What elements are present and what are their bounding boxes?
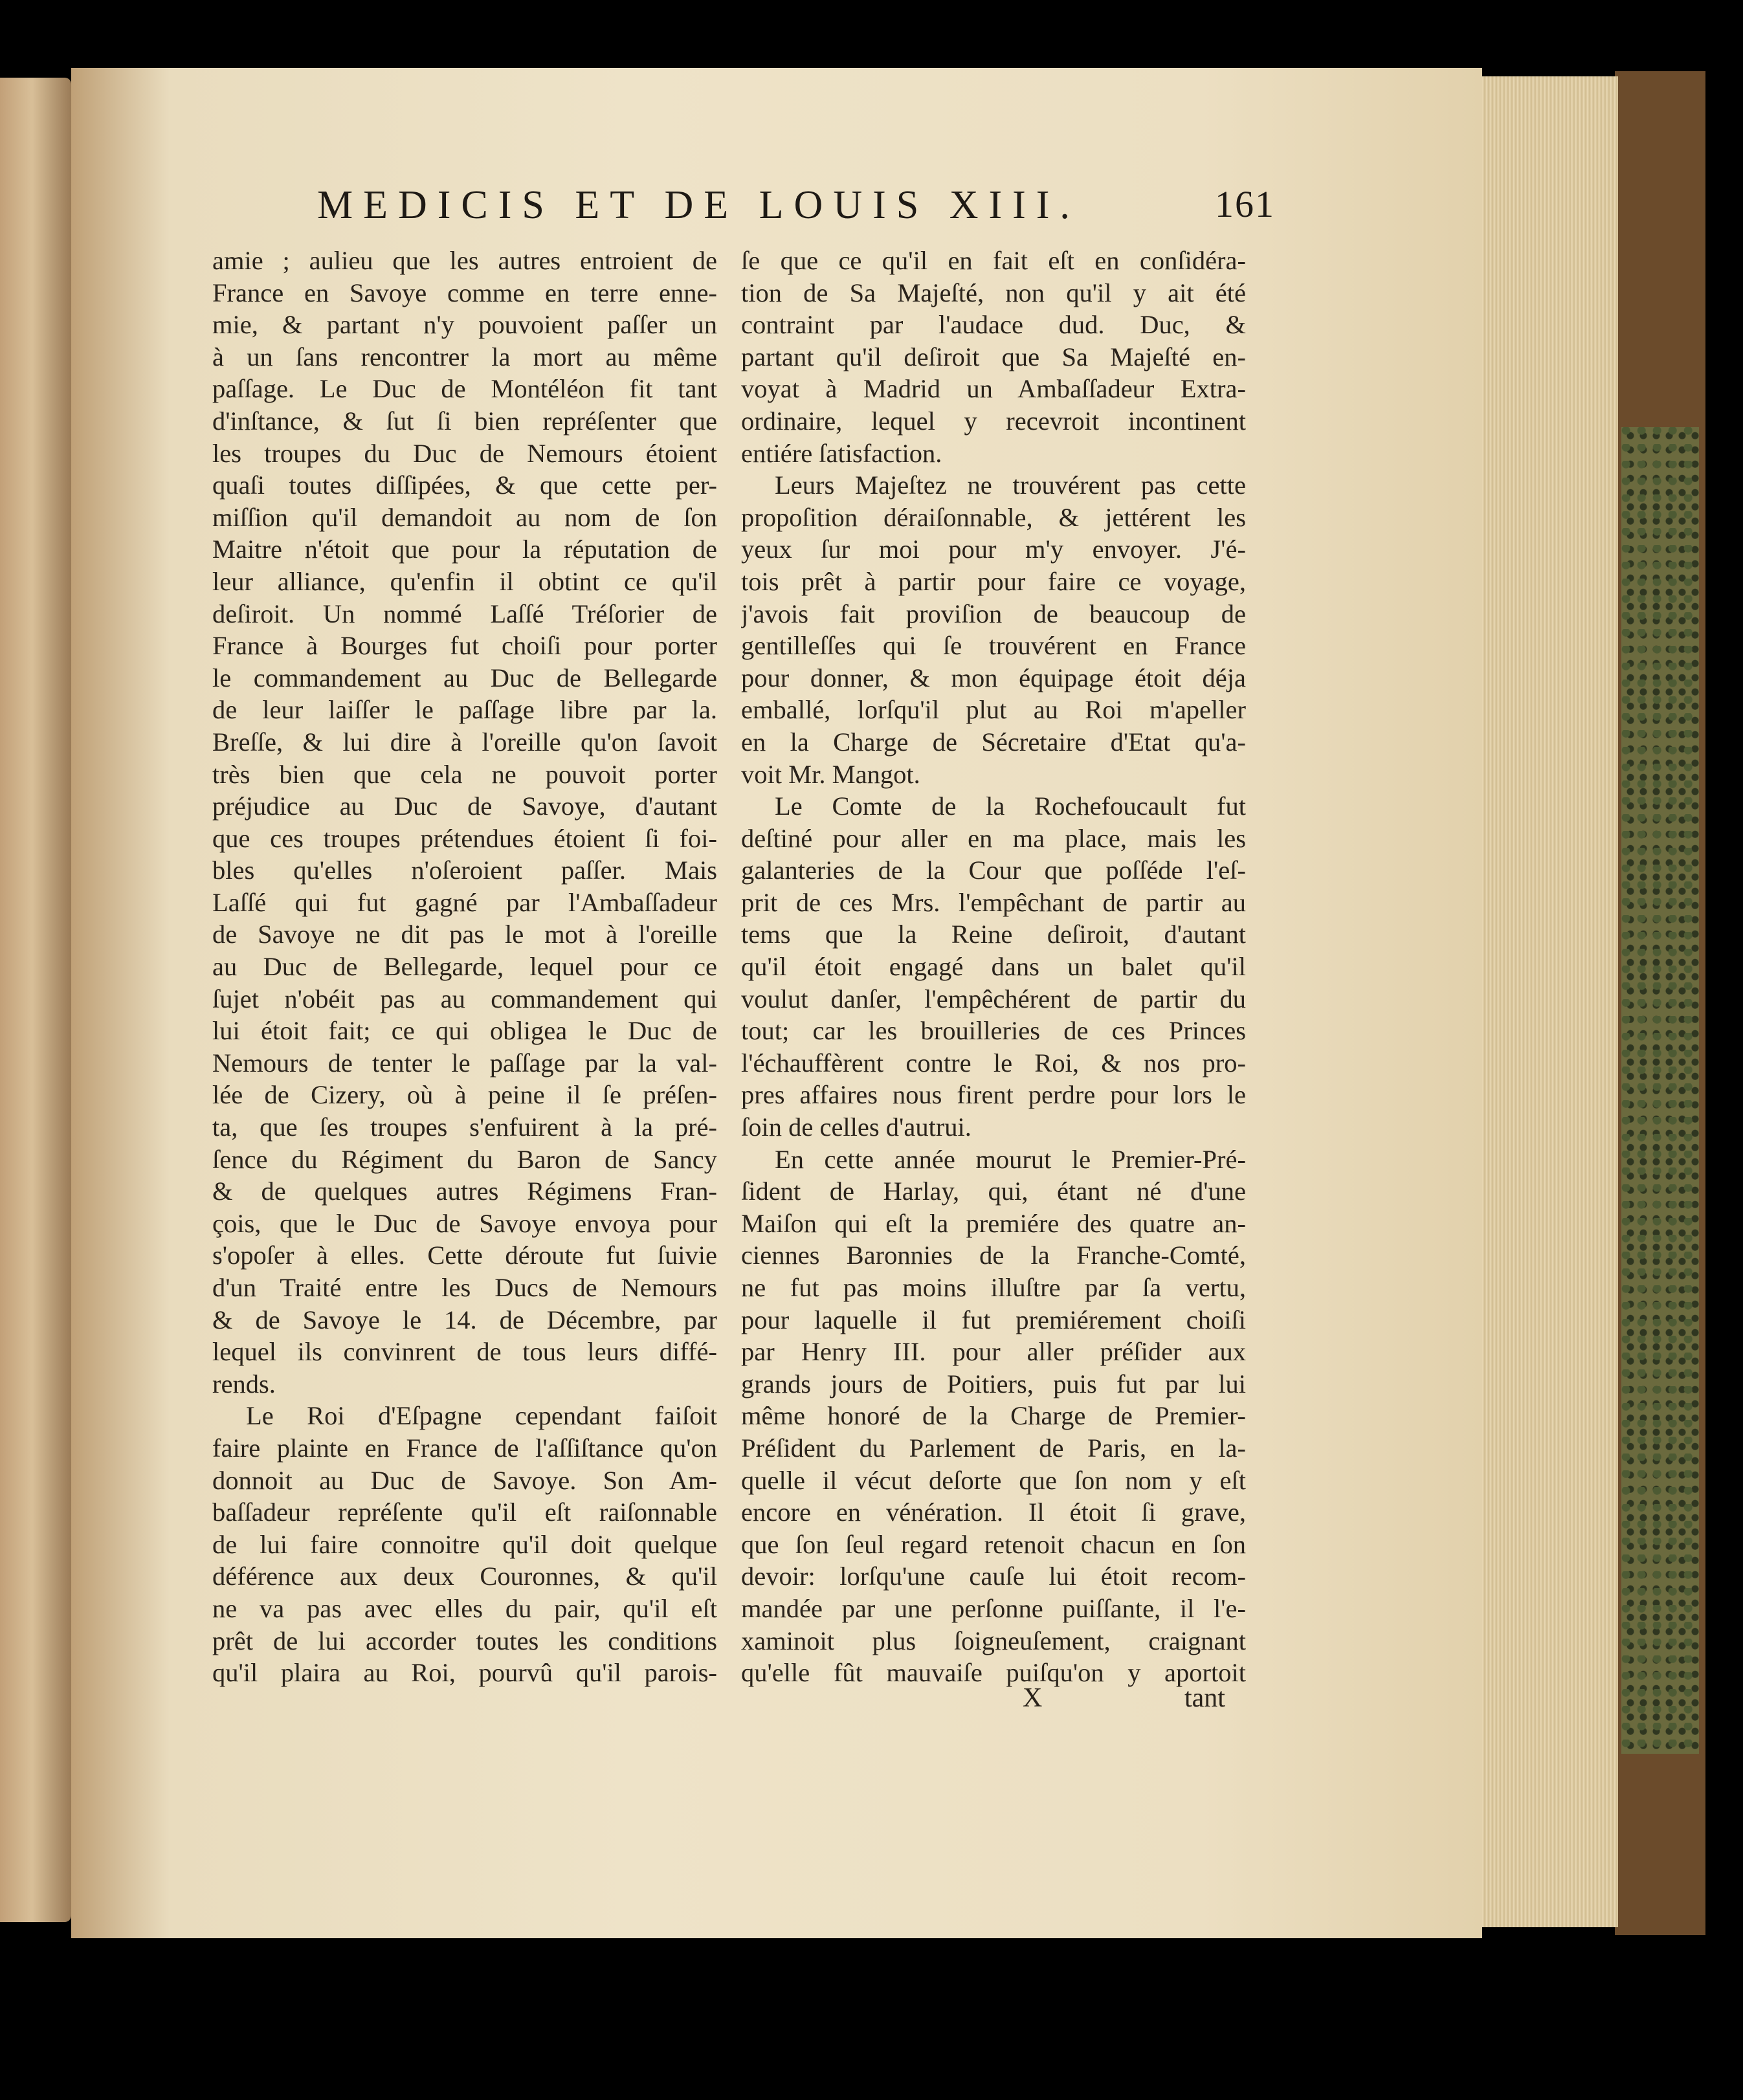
text-line: Maitre n'étoit que pour la réputation de [212, 535, 717, 564]
text-line: & de quelques autres Régimens Fran- [212, 1177, 717, 1206]
text-line: propoſition déraiſonnable, & jettérent les [741, 502, 1246, 532]
text-line: Leurs Majeſtez ne trouvérent pas cette [775, 470, 1246, 500]
text-line: paſſage. Le Duc de Montéléon fit tant [212, 374, 717, 404]
text-line: l'échauffèrent contre le Roi, & nos pro- [741, 1048, 1246, 1078]
text-line: tems que la Reine deſiroit, d'autant [741, 920, 1246, 949]
text-line: France en Savoye comme en terre enne- [212, 278, 717, 307]
text-line: ne fut pas moins illuſtre par ſa vertu, [741, 1273, 1246, 1302]
text-line: ſujet n'obéit pas au commandement qui [212, 984, 717, 1013]
text-line: çois, que le Duc de Savoye envoya pour [212, 1208, 717, 1238]
text-line: devoir: lorſqu'une cauſe lui étoit recom- [741, 1562, 1246, 1591]
text-line: d'inſtance, & ſut ſi bien repréſenter que [212, 406, 717, 436]
text-line: tion de Sa Majeſté, non qu'il y ait été [741, 278, 1246, 307]
text-line: xaminoit plus ſoigneuſement, craignant [741, 1626, 1246, 1655]
text-line: que ces troupes prétendues étoient ſi foi- [212, 823, 717, 853]
text-line: ciennes Baronnies de la Franche-Comté, [741, 1241, 1246, 1270]
text-line: miſſion qu'il demandoit au nom de ſon [212, 502, 717, 532]
text-line: voit Mr. Mangot. [741, 759, 920, 789]
text-line: préjudice au Duc de Savoye, d'autant [212, 791, 717, 821]
text-line: En cette année mourut le Premier-Pré- [775, 1144, 1246, 1174]
right-text-column [741, 245, 1246, 1689]
text-line: Le Roi d'Eſpagne cependant faiſoit [246, 1401, 717, 1431]
text-line: leur alliance, qu'enfin il obtint ce qu'il [212, 566, 717, 596]
text-line: à un ſans rencontrer la mort au même [212, 342, 717, 371]
text-line: emballé, lorſqu'il plut au Roi m'apeller [741, 695, 1246, 725]
text-line: ne va pas avec elles du pair, qu'il eſt [212, 1593, 717, 1623]
text-line: bles qu'elles n'oſeroient paſſer. Mais [212, 856, 717, 885]
text-line: ſoin de celles d'autrui. [741, 1112, 971, 1142]
text-line: entiére ſatisfaction. [741, 438, 942, 468]
text-line: faire plainte en France de l'aſſiſtance qu'on [212, 1433, 717, 1463]
text-line: rends. [212, 1369, 276, 1398]
text-line: ordinaire, lequel y recevroit incontinent [741, 406, 1246, 436]
text-line: lequel ils convinrent de tous leurs diffé- [212, 1337, 717, 1367]
text-line: gentilleſſes qui ſe trouvérent en France [741, 631, 1246, 661]
text-line: même honoré de la Charge de Premier- [741, 1401, 1246, 1431]
left-page-edge [0, 78, 71, 1922]
text-line: donnoit au Duc de Savoye. Son Am- [212, 1465, 717, 1495]
text-line: Préſident du Parlement de Paris, en la- [741, 1433, 1246, 1463]
text-line: qu'elle fût mauvaiſe puiſqu'on y aportoit [741, 1658, 1246, 1688]
text-line: mandée par une perſonne puiſſante, il l'e- [741, 1593, 1246, 1623]
text-line: d'un Traité entre les Ducs de Nemours [212, 1273, 717, 1302]
text-line: pour laquelle il fut premiérement choiſi [741, 1305, 1246, 1334]
text-line: lée de Cizery, où à peine il ſe préſen- [212, 1080, 717, 1110]
catchword: tant [1184, 1683, 1225, 1713]
running-title: MEDICIS ET DE LOUIS XIII. [317, 183, 1080, 227]
text-line: ſe que ce qu'il en fait eſt en conſidéra- [741, 246, 1246, 275]
text-line: les troupes du Duc de Nemours étoient [212, 438, 717, 468]
text-line: Le Comte de la Rochefoucault fut [775, 791, 1246, 821]
text-line: pres affaires nous firent perdre pour lors le [741, 1080, 1246, 1110]
text-line: que ſon ſeul regard retenoit chacun en ſon [741, 1529, 1246, 1559]
text-line: baſſadeur repréſente qu'il eſt raiſonnable [212, 1498, 717, 1527]
text-line: amie ; aulieu que les autres entroient de [212, 246, 717, 275]
text-line: France à Bourges fut choiſi pour porter [212, 631, 717, 661]
text-line: deſtiné pour aller en ma place, mais les [741, 823, 1246, 853]
text-line: j'avois fait proviſion de beaucoup de [741, 599, 1246, 628]
text-line: déférence aux deux Couronnes, & qu'il [212, 1562, 717, 1591]
text-line: yeux ſur moi pour m'y envoyer. J'é- [741, 535, 1246, 564]
text-line: Breſſe, & lui dire à l'oreille qu'on ſavoit [212, 727, 717, 757]
text-line: très bien que cela ne pouvoit porter [212, 759, 717, 789]
text-line: qu'il plaira au Roi, pourvû qu'il parois- [212, 1658, 717, 1688]
page-header [317, 182, 1275, 241]
text-line: tois prêt à partir pour faire ce voyage, [741, 566, 1246, 596]
text-line: ſence du Régiment du Baron de Sancy [212, 1144, 717, 1174]
page-edges [1479, 76, 1618, 1927]
text-line: ta, que ſes troupes s'enfuirent à la pré- [212, 1112, 717, 1142]
text-line: au Duc de Bellegarde, lequel pour ce [212, 952, 717, 982]
text-line: lui étoit fait; ce qui obligea le Duc de [212, 1016, 717, 1046]
text-line: voulut danſer, l'empêchérent de partir du [741, 984, 1246, 1013]
left-text-column [212, 245, 717, 1689]
text-line: le commandement au Duc de Bellegarde [212, 663, 717, 692]
text-line: quaſi toutes diſſipées, & que cette per- [212, 470, 717, 500]
text-line: grands jours de Poitiers, puis fut par lui [741, 1369, 1246, 1398]
text-line: de leur laiſſer le paſſage libre par la. [212, 695, 717, 725]
text-line: tout; car les brouilleries de ces Princes [741, 1016, 1246, 1046]
text-line: Nemours de tenter le paſſage par la val- [212, 1048, 717, 1078]
text-line: en la Charge de Sécretaire d'Etat qu'a- [741, 727, 1246, 757]
text-line: contraint par l'audace dud. Duc, & [741, 310, 1246, 340]
text-line: de lui faire connoitre qu'il doit quelque [212, 1529, 717, 1559]
text-line: de Savoye ne dit pas le mot à l'oreille [212, 920, 717, 949]
page-number: 161 [1215, 183, 1275, 225]
text-line: mie, & partant n'y pouvoient paſſer un [212, 310, 717, 340]
marbled-cover-panel [1621, 427, 1699, 1754]
text-line: s'opoſer à elles. Cette déroute fut ſuivie [212, 1241, 717, 1270]
text-line: quelle il vécut deſorte que ſon nom y eſt [741, 1465, 1246, 1495]
signature-mark: X [1023, 1683, 1043, 1713]
text-line: Maiſon qui eſt la premiére des quatre an- [741, 1208, 1246, 1238]
text-line: Laſſé qui fut gagné par l'Ambaſſadeur [212, 887, 717, 917]
text-line: pour donner, & mon équipage étoit déja [741, 663, 1246, 692]
text-line: encore en vénération. Il étoit ſi grave, [741, 1498, 1246, 1527]
text-line: par Henry III. pour aller préſider aux [741, 1337, 1246, 1367]
text-line: galanteries de la Cour que poſſéde l'eſ- [741, 856, 1246, 885]
text-line: & de Savoye le 14. de Décembre, par [212, 1305, 717, 1334]
text-line: prêt de lui accorder toutes les conditions [212, 1626, 717, 1655]
text-line: voyat à Madrid un Ambaſſadeur Extra- [741, 374, 1246, 404]
text-line: qu'il étoit engagé dans un balet qu'il [741, 952, 1246, 982]
text-line: prit de ces Mrs. l'empêchant de partir au [741, 887, 1246, 917]
text-line: partant qu'il deſiroit que Sa Majeſté en- [741, 342, 1246, 371]
text-line: deſiroit. Un nommé Laſſé Tréſorier de [212, 599, 717, 628]
text-line: ſident de Harlay, qui, étant né d'une [741, 1177, 1246, 1206]
